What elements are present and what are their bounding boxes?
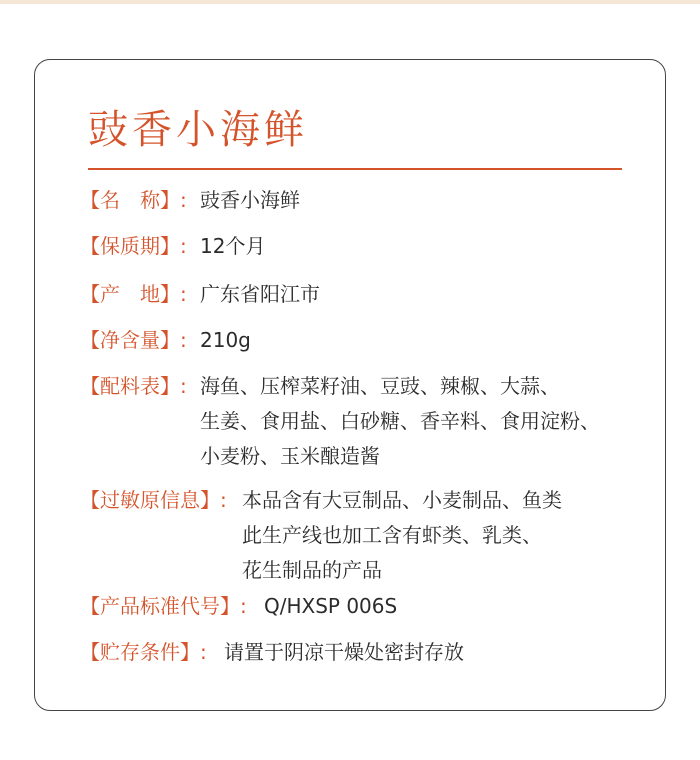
value-line: 请置于阴凉干燥处密封存放 [224,640,464,664]
value-line: 本品含有大豆制品、小麦制品、鱼类 [242,488,562,512]
row-label: 【贮存条件】: [80,640,207,664]
row-label: 【配料表】: [80,374,187,398]
row-value [200,230,265,265]
row-value [200,184,300,219]
row-value [224,636,464,671]
value-line: 210g [200,328,251,352]
value-line: 12个月 [200,234,266,258]
value-line: Q/HXSP 006S [264,594,398,618]
row-value [200,278,320,313]
value-line: 小麦粉、玉米酿造酱 [200,444,380,468]
value-line: 广东省阳江市 [200,282,320,306]
title-divider [88,168,622,170]
row-label: 【净含量】: [80,328,187,352]
value-line: 此生产线也加工含有虾类、乳类、 [242,523,542,547]
top-decorative-strip [0,0,700,4]
row-value [242,484,562,589]
row-label: 【名 称】: [80,188,187,212]
row-label: 【产 地】: [80,282,187,306]
row-value [200,370,600,475]
product-title: 豉香小海鲜 [88,107,308,153]
row-label: 【产品标准代号】: [80,594,247,618]
value-line: 海鱼、压榨菜籽油、豆豉、辣椒、大蒜、 [200,374,560,398]
row-value [264,590,397,625]
value-line: 花生制品的产品 [242,558,382,582]
row-label: 【过敏原信息】: [80,488,227,512]
value-line: 豉香小海鲜 [200,188,300,212]
value-line: 生姜、食用盐、白砂糖、香辛料、食用淀粉、 [200,409,600,433]
row-label: 【保质期】: [80,234,187,258]
row-value [200,324,251,359]
